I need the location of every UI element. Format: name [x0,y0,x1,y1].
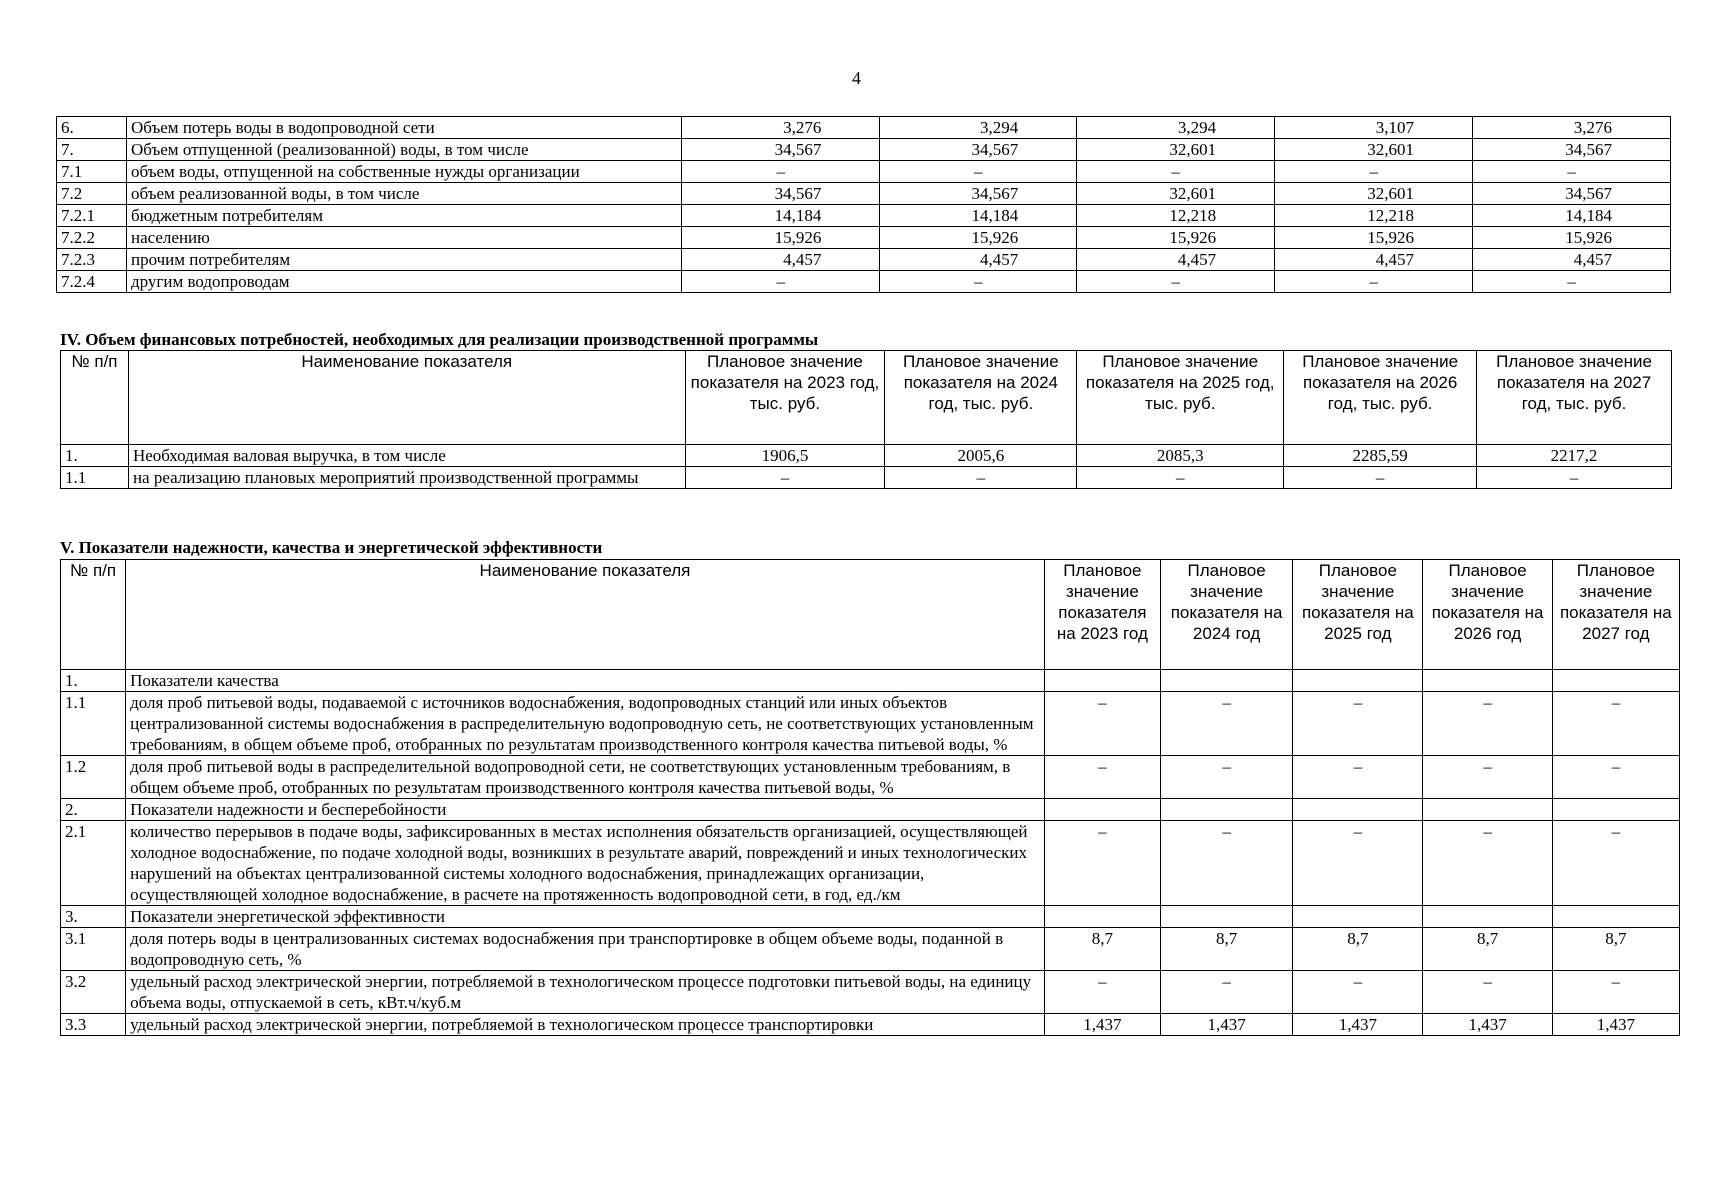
row-number: 7. [57,139,127,161]
indicator-name: доля проб питьевой воды, подаваемой с источников водоснабжения, водопроводных станций или иных объектов централизованной системы водоснабжения в распределительную водопроводную сеть, не соответствующих установленным требованиям, в общем объеме проб, отобранных по результатам производственного контроля качества питьевой воды, % [126,692,1045,756]
col-header-2027: Плановое значение показателя на 2027 год [1552,560,1679,670]
table-row [57,183,1671,205]
value-cell: – [1044,821,1160,906]
table-row [61,906,1680,928]
indicator-name: бюджетным потребителям [126,205,682,227]
value-cell: – [1423,971,1552,1014]
value-cell: 3,294 [1077,117,1275,139]
value-cell: 14,184 [1473,205,1671,227]
indicator-name: удельный расход электрической энергии, потребляемой в технологическом процессе подготовки питьевой воды, на единицу объема воды, отпускаемой в сеть, кВт.ч/куб.м [126,971,1045,1014]
value-cell: – [1284,467,1477,489]
table-row [61,756,1680,799]
value-cell: 2285,59 [1284,445,1477,467]
indicator-name: другим водопроводам [126,271,682,293]
value-cell: 1,437 [1044,1014,1160,1036]
row-number: 7.2 [57,183,127,205]
row-number: 3. [61,906,126,928]
indicator-name: Показатели энергетической эффективности [126,906,1045,928]
row-number: 1.2 [61,756,126,799]
value-cell: 2085,3 [1077,445,1284,467]
value-cell: 1,437 [1161,1014,1293,1036]
col-header-2023: Плановое значение показателя на 2023 год, тыс. руб. [685,351,885,445]
value-cell: 1,437 [1423,1014,1552,1036]
value-cell [1423,906,1552,928]
value-cell: – [1293,821,1423,906]
value-cell [1044,670,1160,692]
indicator-name: удельный расход электрической энергии, потребляемой в технологическом процессе транспортировки [126,1014,1045,1036]
indicator-name: количество перерывов в подаче воды, зафиксированных в местах исполнения обязательств организацией, осуществляющей холодное водоснабжение, по подаче холодной воды, возникших в результате аварий, повреждений и иных технологических нарушений на объектах централизованной системы холодного водоснабжения, принадлежащих организации, осуществляющей холодное водоснабжение, в расчете на протяженность водопроводной сети, в год, ед./км [126,821,1045,906]
row-number: 1.1 [61,692,126,756]
indicator-name: Показатели качества [126,670,1045,692]
value-cell: – [1423,756,1552,799]
table-row [61,445,1672,467]
col-header-2026: Плановое значение показателя на 2026 год, тыс. руб. [1284,351,1477,445]
table-row [61,692,1680,756]
value-cell [1423,799,1552,821]
value-cell: 3,294 [880,117,1077,139]
value-cell: – [1161,821,1293,906]
value-cell: 8,7 [1161,928,1293,971]
value-cell: – [1044,971,1160,1014]
value-cell: – [1293,971,1423,1014]
value-cell: – [682,161,880,183]
row-number: 1.1 [61,467,129,489]
indicator-name: объем воды, отпущенной на собственные нужды организации [126,161,682,183]
value-cell [1161,906,1293,928]
indicator-name: Показатели надежности и бесперебойности [126,799,1045,821]
value-cell: 34,567 [1473,183,1671,205]
value-cell: 15,926 [682,227,880,249]
row-number: 7.1 [57,161,127,183]
value-cell: 32,601 [1077,139,1275,161]
table-row [61,1014,1680,1036]
row-number: 7.2.4 [57,271,127,293]
value-cell: 15,926 [880,227,1077,249]
value-cell [1293,906,1423,928]
value-cell: 34,567 [682,183,880,205]
value-cell: – [1552,821,1679,906]
value-cell: – [1044,756,1160,799]
table-row [57,205,1671,227]
table-row [61,670,1680,692]
value-cell: – [1077,271,1275,293]
table-row [57,117,1671,139]
value-cell: 3,276 [682,117,880,139]
table-row [61,467,1672,489]
value-cell: – [1423,821,1552,906]
col-header-2025: Плановое значение показателя на 2025 год [1293,560,1423,670]
value-cell [1161,799,1293,821]
row-number: 3.2 [61,971,126,1014]
value-cell [1293,799,1423,821]
table-header-row [61,351,1672,445]
value-cell: 1906,5 [685,445,885,467]
value-cell: – [1044,692,1160,756]
value-cell: 14,184 [682,205,880,227]
value-cell [1423,670,1552,692]
table-header-row [61,560,1680,670]
value-cell: – [1275,271,1473,293]
col-header-no: № п/п [61,351,129,445]
value-cell: – [1552,692,1679,756]
value-cell: 34,567 [1473,139,1671,161]
indicator-name: на реализацию плановых мероприятий производственной программы [128,467,685,489]
table-row [57,139,1671,161]
value-cell: – [880,161,1077,183]
col-header-name: Наименование показателя [128,351,685,445]
row-number: 1. [61,670,126,692]
value-cell: 2217,2 [1477,445,1672,467]
value-cell [1552,906,1679,928]
value-cell: – [885,467,1077,489]
value-cell: – [1293,692,1423,756]
value-cell: – [1423,692,1552,756]
value-cell: 15,926 [1473,227,1671,249]
table-row [57,161,1671,183]
indicator-name: Необходимая валовая выручка, в том числе [128,445,685,467]
table-row [61,821,1680,906]
row-number: 2.1 [61,821,126,906]
row-number: 6. [57,117,127,139]
value-cell: 1,437 [1552,1014,1679,1036]
row-number: 1. [61,445,129,467]
value-cell: – [1552,971,1679,1014]
row-number: 3.3 [61,1014,126,1036]
indicator-name: объем реализованной воды, в том числе [126,183,682,205]
table-row [57,249,1671,271]
value-cell: 4,457 [1275,249,1473,271]
value-cell [1552,799,1679,821]
value-cell: – [1275,161,1473,183]
row-number: 7.2.2 [57,227,127,249]
value-cell [1044,906,1160,928]
table-row [57,227,1671,249]
value-cell: 15,926 [1275,227,1473,249]
value-cell: 4,457 [880,249,1077,271]
col-header-no: № п/п [61,560,126,670]
section-iv-title: IV. Объем финансовых потребностей, необходимых для реализации производственной программы [60,330,819,349]
value-cell [1161,670,1293,692]
row-number: 3.1 [61,928,126,971]
table-row [61,928,1680,971]
value-cell: 4,457 [1077,249,1275,271]
row-number: 7.2.1 [57,205,127,227]
row-number: 2. [61,799,126,821]
value-cell: 32,601 [1077,183,1275,205]
value-cell [1552,670,1679,692]
value-cell: 4,457 [682,249,880,271]
section-v-title: V. Показатели надежности, качества и энергетической эффективности [60,538,603,557]
value-cell: 8,7 [1293,928,1423,971]
value-cell: – [1473,161,1671,183]
value-cell: 34,567 [880,139,1077,161]
value-cell: – [1477,467,1672,489]
value-cell: – [682,271,880,293]
col-header-2027: Плановое значение показателя на 2027 год, тыс. руб. [1477,351,1672,445]
value-cell: – [1161,971,1293,1014]
table-row [57,271,1671,293]
value-cell: 15,926 [1077,227,1275,249]
value-cell: – [685,467,885,489]
indicator-name: доля проб питьевой воды в распределительной водопроводной сети, не соответствующих установленным требованиям, в общем объеме проб, отобранных по результатам производственного контроля качества питьевой воды, % [126,756,1045,799]
value-cell [1293,670,1423,692]
col-header-name: Наименование показателя [126,560,1045,670]
water-volume-table [56,116,1671,293]
value-cell: 12,218 [1077,205,1275,227]
indicator-name: прочим потребителям [126,249,682,271]
value-cell: – [1293,756,1423,799]
value-cell: – [1077,467,1284,489]
value-cell: – [880,271,1077,293]
indicator-name: доля потерь воды в централизованных системах водоснабжения при транспортировке в общем объеме воды, поданной в водопроводную сеть, % [126,928,1045,971]
value-cell: 8,7 [1423,928,1552,971]
value-cell: 8,7 [1552,928,1679,971]
value-cell: – [1552,756,1679,799]
value-cell: – [1473,271,1671,293]
value-cell: 34,567 [682,139,880,161]
col-header-2026: Плановое значение показателя на 2026 год [1423,560,1552,670]
col-header-2024: Плановое значение показателя на 2024 год [1161,560,1293,670]
value-cell: 1,437 [1293,1014,1423,1036]
col-header-2024: Плановое значение показателя на 2024 год, тыс. руб. [885,351,1077,445]
value-cell: 34,567 [880,183,1077,205]
value-cell: 3,107 [1275,117,1473,139]
value-cell [1044,799,1160,821]
reliability-indicators-table [60,559,1680,1036]
value-cell: 32,601 [1275,183,1473,205]
value-cell: 2005,6 [885,445,1077,467]
value-cell: 12,218 [1275,205,1473,227]
page-number: 4 [852,68,861,88]
value-cell: – [1161,692,1293,756]
value-cell: 3,276 [1473,117,1671,139]
indicator-name: Объем отпущенной (реализованной) воды, в том числе [126,139,682,161]
value-cell: – [1161,756,1293,799]
indicator-name: Объем потерь воды в водопроводной сети [126,117,682,139]
value-cell: 14,184 [880,205,1077,227]
indicator-name: населению [126,227,682,249]
value-cell: 8,7 [1044,928,1160,971]
table-row [61,971,1680,1014]
financial-needs-table [60,350,1672,489]
value-cell: 4,457 [1473,249,1671,271]
row-number: 7.2.3 [57,249,127,271]
table-row [61,799,1680,821]
col-header-2025: Плановое значение показателя на 2025 год, тыс. руб. [1077,351,1284,445]
value-cell: 32,601 [1275,139,1473,161]
value-cell: – [1077,161,1275,183]
col-header-2023: Плановое значение показателя на 2023 год [1044,560,1160,670]
